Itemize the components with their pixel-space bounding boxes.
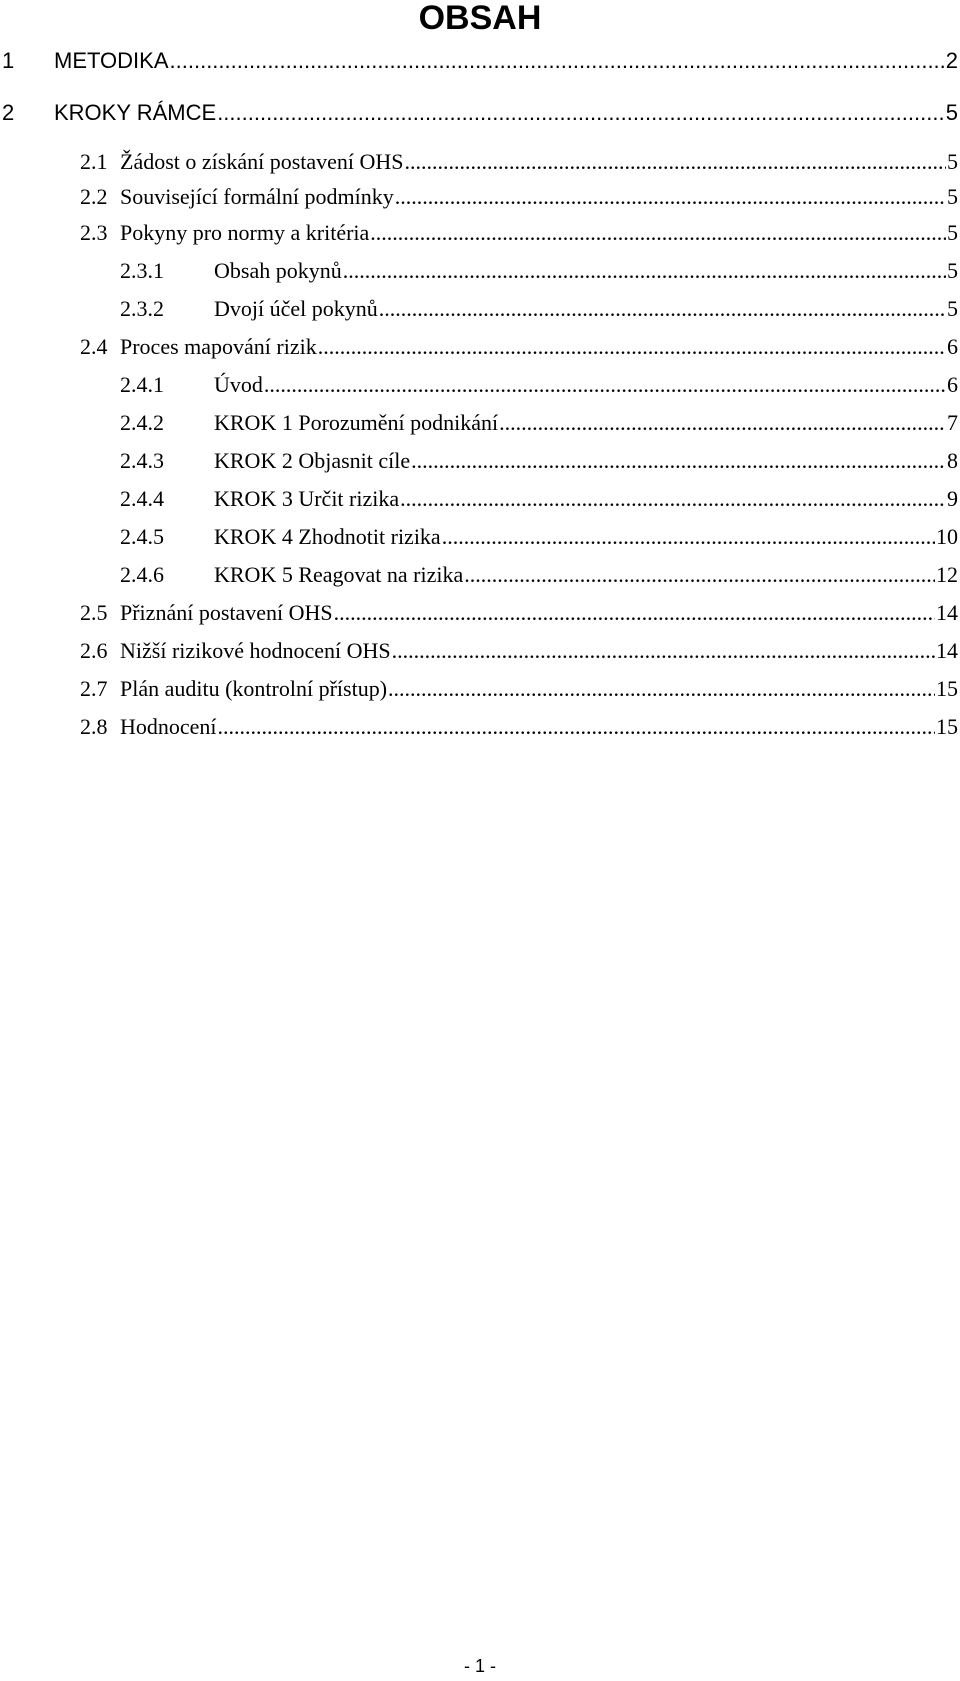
toc-entry-page: 9 — [947, 486, 958, 511]
toc-entry-page: 7 — [947, 410, 958, 435]
toc-entry-number: 2.4.6 — [120, 562, 164, 587]
toc-entry-page: 6 — [947, 334, 958, 359]
toc-leader-dots — [217, 96, 945, 130]
toc-leader-dots — [264, 368, 946, 402]
toc-entry-page: 5 — [947, 184, 958, 209]
toc-leader-dots — [405, 145, 946, 179]
toc-leader-dots — [392, 634, 935, 668]
toc-entry-number: 2.7 — [80, 676, 108, 701]
toc-entry-label: Hodnocení — [120, 714, 217, 739]
toc-entry-page: 12 — [936, 562, 958, 587]
toc-entry[interactable] — [0, 482, 960, 516]
toc-leader-dots — [464, 558, 935, 592]
toc-entry-number: 2.6 — [80, 638, 108, 663]
toc-leader-dots — [442, 520, 935, 554]
toc-entry[interactable] — [0, 406, 960, 440]
toc-entry[interactable] — [0, 292, 960, 326]
toc-entry-label: Pokyny pro normy a kritéria — [120, 220, 370, 245]
toc-entry-number: 1 — [2, 48, 15, 73]
toc-entry-label: KROKY RÁMCE — [54, 100, 217, 125]
toc-entry-label: Žádost o získání postavení OHS — [120, 149, 404, 174]
toc-leader-dots — [343, 254, 946, 288]
toc-entry-page: 15 — [936, 714, 958, 739]
toc-entry-page: 14 — [936, 600, 958, 625]
toc-leader-dots — [379, 292, 946, 326]
toc-entry-label: KROK 4 Zhodnotit rizika — [214, 524, 441, 549]
toc-entry[interactable] — [0, 330, 960, 364]
toc-entry-label: KROK 1 Porozumění podnikání — [214, 410, 499, 435]
toc-entry-page: 5 — [947, 220, 958, 245]
page-title: OBSAH — [418, 0, 542, 37]
toc-entry-page: 2 — [945, 48, 958, 73]
toc-entry[interactable] — [0, 634, 960, 668]
toc-entry-number: 2.3.1 — [120, 258, 164, 283]
toc-leader-dots — [170, 44, 945, 78]
toc-entry-page: 5 — [947, 149, 958, 174]
toc-entry-label: Úvod — [214, 372, 263, 397]
toc-entry-label: METODIKA — [54, 48, 169, 73]
toc-entry[interactable] — [0, 254, 960, 288]
toc-entry-number: 2.2 — [80, 184, 108, 209]
toc-entry-label: Související formální podmínky — [120, 184, 394, 209]
toc-entry-number: 2.4.4 — [120, 486, 164, 511]
toc-entry-page: 5 — [947, 258, 958, 283]
toc-entry-label: Proces mapování rizik — [120, 334, 317, 359]
toc-entry[interactable] — [0, 180, 960, 214]
toc-leader-dots — [218, 710, 935, 744]
toc-entry-label: KROK 2 Objasnit cíle — [214, 448, 411, 473]
toc-entry-number: 2.4.2 — [120, 410, 164, 435]
toc-leader-dots — [395, 180, 946, 214]
toc-entry-label: Přiznání postavení OHS — [120, 600, 333, 625]
toc-entry-label: KROK 5 Reagovat na rizika — [214, 562, 464, 587]
toc-entry-label: KROK 3 Určit rizika — [214, 486, 400, 511]
toc-leader-dots — [318, 330, 946, 364]
toc-entry[interactable] — [0, 520, 960, 554]
toc-entry-number: 2 — [2, 100, 15, 125]
toc-leader-dots — [388, 672, 935, 706]
toc-entry-number: 2.1 — [80, 149, 108, 174]
toc-entry-number: 2.4.3 — [120, 448, 164, 473]
toc-entry-page: 5 — [945, 100, 958, 125]
toc-entry-number: 2.4.1 — [120, 372, 164, 397]
toc-leader-dots — [411, 444, 946, 478]
toc-entry-number: 2.4.5 — [120, 524, 164, 549]
toc-entry-number: 2.4 — [80, 334, 108, 359]
toc-entry[interactable] — [0, 558, 960, 592]
toc-entry-number: 2.3 — [80, 220, 108, 245]
toc-entry-label: Obsah pokynů — [214, 258, 342, 283]
toc-entry-page: 6 — [947, 372, 958, 397]
toc-entry-page: 8 — [947, 448, 958, 473]
toc-entry-number: 2.8 — [80, 714, 108, 739]
toc-entry[interactable] — [0, 710, 960, 744]
toc-entry-page: 14 — [936, 638, 958, 663]
toc-entry[interactable] — [0, 145, 960, 179]
toc-entry[interactable] — [0, 216, 960, 250]
toc-entry-label: Dvojí účel pokynů — [214, 296, 378, 321]
toc-entry-page: 10 — [936, 524, 958, 549]
toc-leader-dots — [499, 406, 946, 440]
toc-entry[interactable] — [0, 672, 960, 706]
toc-entry[interactable] — [0, 44, 960, 78]
toc-entry-number: 2.5 — [80, 600, 108, 625]
toc-leader-dots — [400, 482, 946, 516]
toc-entry-label: Plán auditu (kontrolní přístup) — [120, 676, 388, 701]
toc-entry[interactable] — [0, 96, 960, 130]
toc-entry-number: 2.3.2 — [120, 296, 164, 321]
toc-entry-page: 15 — [936, 676, 958, 701]
page-number: - 1 - — [463, 1656, 496, 1676]
toc-leader-dots — [334, 596, 935, 630]
toc-entry[interactable] — [0, 444, 960, 478]
toc-entry-page: 5 — [947, 296, 958, 321]
toc-entry-label: Nižší rizikové hodnocení OHS — [120, 638, 391, 663]
toc-entry[interactable] — [0, 596, 960, 630]
toc-leader-dots — [370, 216, 946, 250]
toc-entry[interactable] — [0, 368, 960, 402]
